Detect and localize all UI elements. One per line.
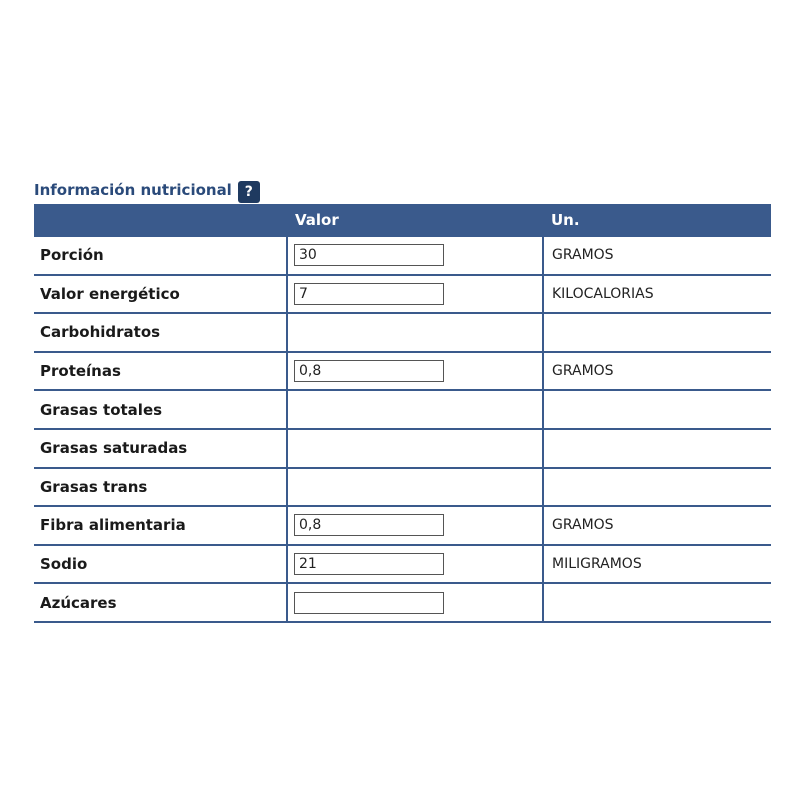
unit-cell: GRAMOS: [543, 506, 771, 545]
value-cell: [287, 468, 543, 507]
header-value: Valor: [295, 210, 339, 229]
nutrient-label: Grasas totales: [34, 390, 287, 429]
table-row: [34, 506, 771, 545]
nutrient-label: Sodio: [34, 545, 287, 584]
value-cell: [287, 352, 543, 391]
table-header-row: [34, 204, 771, 236]
value-input[interactable]: [294, 553, 444, 575]
nutrient-label: Grasas trans: [34, 468, 287, 507]
unit-cell: [543, 583, 771, 622]
table-row: [34, 352, 771, 391]
value-cell: [287, 236, 543, 275]
value-input[interactable]: [294, 360, 444, 382]
value-cell: [287, 506, 543, 545]
panel-header: [34, 176, 771, 204]
table-row: [34, 390, 771, 429]
nutrient-label: Carbohidratos: [34, 313, 287, 352]
help-icon[interactable]: ?: [238, 181, 260, 203]
unit-cell: MILIGRAMOS: [543, 545, 771, 584]
table-row: [34, 468, 771, 507]
header-unit: Un.: [551, 210, 580, 229]
value-input[interactable]: [294, 244, 444, 266]
nutrient-label: Grasas saturadas: [34, 429, 287, 468]
table-body: [34, 236, 771, 622]
value-cell: [287, 583, 543, 622]
table-row: [34, 545, 771, 584]
value-cell: [287, 390, 543, 429]
nutrition-panel: [34, 176, 771, 623]
value-cell: [287, 313, 543, 352]
unit-cell: KILOCALORIAS: [543, 275, 771, 314]
unit-cell: [543, 429, 771, 468]
value-cell: [287, 429, 543, 468]
table-row: [34, 236, 771, 275]
unit-cell: GRAMOS: [543, 236, 771, 275]
unit-cell: [543, 313, 771, 352]
table-row: [34, 429, 771, 468]
header-label: [34, 204, 287, 236]
value-cell: [287, 275, 543, 314]
value-input[interactable]: [294, 592, 444, 614]
nutrient-label: Proteínas: [34, 352, 287, 391]
table-row: [34, 583, 771, 622]
value-cell: [287, 545, 543, 584]
table-row: [34, 275, 771, 314]
panel-title: Información nutricional: [34, 181, 232, 199]
nutrient-label: Valor energético: [34, 275, 287, 314]
nutrient-label: Azúcares: [34, 583, 287, 622]
nutrient-label: Porción: [34, 236, 287, 275]
unit-cell: [543, 468, 771, 507]
nutrition-table: [34, 204, 771, 623]
table-row: [34, 313, 771, 352]
value-input[interactable]: [294, 514, 444, 536]
value-input[interactable]: [294, 283, 444, 305]
unit-cell: GRAMOS: [543, 352, 771, 391]
unit-cell: [543, 390, 771, 429]
nutrient-label: Fibra alimentaria: [34, 506, 287, 545]
